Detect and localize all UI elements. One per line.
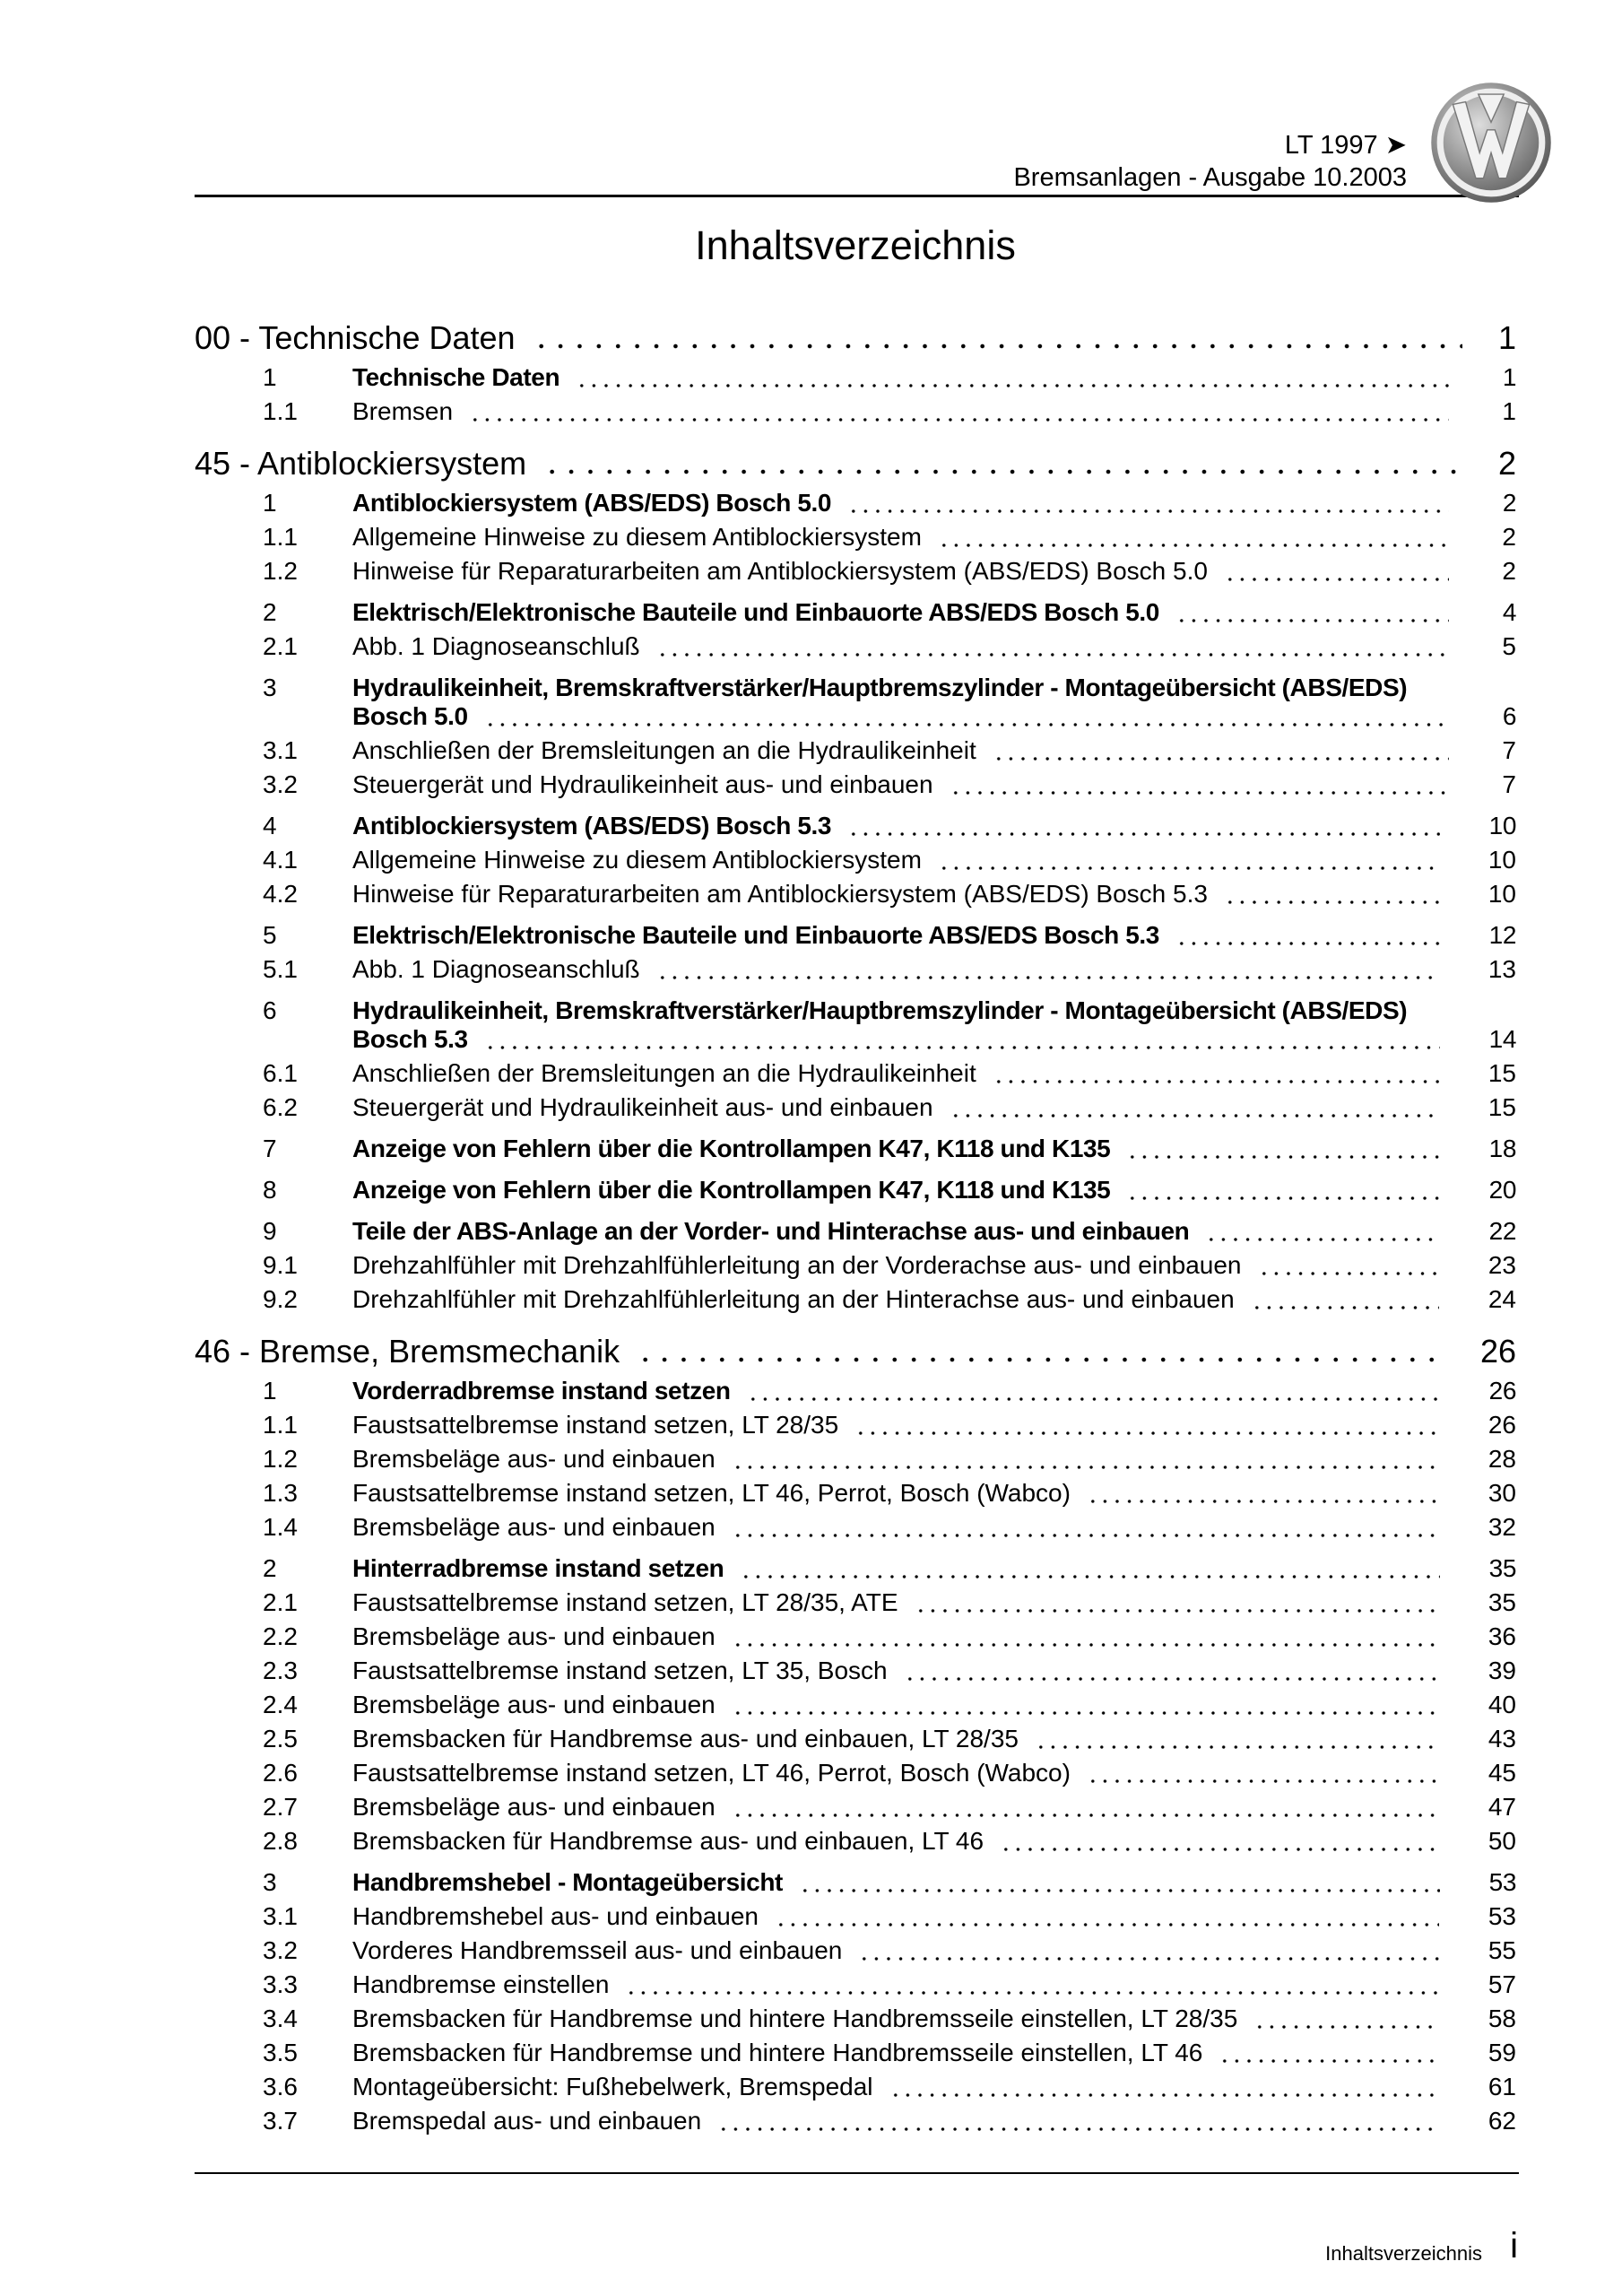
dot-leader xyxy=(1251,1306,1439,1309)
entry-title: Steuergerät und Hydraulikeinheit aus- und einbauen xyxy=(352,1093,933,1121)
dot-leader xyxy=(532,344,1462,349)
entry-number: 3.6 xyxy=(263,2073,298,2100)
entry-page: 23 xyxy=(1488,1251,1516,1279)
toc-entry[interactable] xyxy=(195,2036,1516,2070)
entry-title: Bremsbacken für Handbremse aus- und einbauen, LT 46 xyxy=(352,1827,984,1855)
toc-entry-line xyxy=(195,1586,1516,1620)
dot-leader xyxy=(625,1991,1438,1995)
entry-title: Vorderradbremse instand setzen xyxy=(352,1377,731,1405)
toc-entry-line xyxy=(195,2036,1516,2070)
entry-number: 1.1 xyxy=(263,397,298,425)
entry-number: 7 xyxy=(263,1135,277,1162)
dot-leader xyxy=(889,2093,1439,2097)
toc-entry-line xyxy=(195,734,1516,768)
entry-title: Faustsattelbremse instand setzen, LT 28/35, ATE xyxy=(352,1588,898,1616)
chapter-title: 45 - Antiblockiersystem xyxy=(195,445,527,482)
dot-leader xyxy=(1035,1745,1439,1749)
entry-title: Antiblockiersystem (ABS/EDS) Bosch 5.3 xyxy=(352,812,832,839)
entry-number: 3.5 xyxy=(263,2039,298,2066)
dot-leader xyxy=(636,1357,1444,1362)
entry-number: 3 xyxy=(263,1868,277,1896)
toc-entry-line xyxy=(195,630,1516,664)
toc-entry-line xyxy=(195,2002,1516,2036)
entry-page: 6 xyxy=(1502,702,1516,730)
entry-number: 1.3 xyxy=(263,1479,298,1507)
entry-page: 43 xyxy=(1488,1725,1516,1752)
toc-entry[interactable] xyxy=(195,1688,1516,1722)
entry-page: 1 xyxy=(1502,363,1516,391)
entry-number: 3.1 xyxy=(263,1902,298,1930)
entry-number: 5.1 xyxy=(263,955,298,983)
entry-page: 26 xyxy=(1488,1377,1516,1405)
entry-title: Handbremshebel - Montageübersicht xyxy=(352,1868,783,1896)
toc-entry[interactable] xyxy=(195,1824,1516,1858)
entry-number: 2 xyxy=(263,1554,277,1582)
toc-entry[interactable] xyxy=(195,1248,1516,1283)
toc-entry[interactable] xyxy=(195,1934,1516,1968)
entry-number: 9.1 xyxy=(263,1251,298,1279)
entry-title: Drehzahlfühler mit Drehzahlfühlerleitung an der Hinterachse aus- und einbauen xyxy=(352,1285,1235,1313)
toc-entry[interactable] xyxy=(195,1442,1516,1476)
dot-leader xyxy=(732,1534,1439,1537)
entry-title: Bremsbacken für Handbremse und hintere Handbremsseile einstellen, LT 28/35 xyxy=(352,2005,1238,2032)
dot-leader xyxy=(576,384,1449,387)
toc-entry[interactable] xyxy=(195,2104,1516,2138)
entry-number: 2.1 xyxy=(263,632,298,660)
dot-leader xyxy=(732,1813,1439,1817)
entry-title: Drehzahlfühler mit Drehzahlfühlerleitung an der Vorderachse aus- und einbauen xyxy=(352,1251,1242,1279)
toc-entry[interactable] xyxy=(195,1756,1516,1790)
toc-entry[interactable] xyxy=(195,1790,1516,1824)
entry-title: Bremspedal aus- und einbauen xyxy=(352,2107,702,2135)
toc-entry-line xyxy=(195,1510,1516,1544)
entry-number: 3.3 xyxy=(263,1970,298,1998)
toc-entry-line xyxy=(195,1790,1516,1824)
entry-number: 9 xyxy=(263,1217,277,1245)
entry-page: 2 xyxy=(1502,523,1516,551)
toc-entry-line xyxy=(195,1408,1516,1442)
toc-entry[interactable] xyxy=(195,952,1516,987)
dot-leader xyxy=(1087,1779,1439,1783)
entry-title: Anschließen der Bremsleitungen an die Hydraulikeinheit xyxy=(352,1059,976,1087)
toc-entry-line xyxy=(195,1091,1516,1125)
entry-page: 50 xyxy=(1488,1827,1516,1855)
footer-divider xyxy=(195,2172,1519,2174)
dot-leader xyxy=(732,1643,1439,1647)
toc-entry-line xyxy=(195,2104,1516,2138)
entry-page: 30 xyxy=(1488,1479,1516,1507)
entry-title: Technische Daten xyxy=(352,363,560,391)
entry-title: Anzeige von Fehlern über die Kontrollampen K47, K118 und K135 xyxy=(352,1176,1111,1204)
entry-page: 39 xyxy=(1488,1657,1516,1684)
entry-page: 7 xyxy=(1502,736,1516,764)
chapter-page: 26 xyxy=(1479,1333,1516,1370)
entry-title: Abb. 1 Diagnoseanschluß xyxy=(352,955,640,983)
toc-entry-line xyxy=(195,1756,1516,1790)
entry-title: Hinterradbremse instand setzen xyxy=(352,1554,724,1582)
entry-number: 4.2 xyxy=(263,880,298,908)
entry-number: 1.1 xyxy=(263,523,298,551)
entry-page: 55 xyxy=(1488,1936,1516,1964)
toc-entry-line xyxy=(195,952,1516,987)
toc-entry[interactable] xyxy=(195,361,1516,395)
toc-entry[interactable] xyxy=(195,843,1516,877)
dot-leader xyxy=(1087,1500,1439,1503)
entry-page: 53 xyxy=(1488,1902,1516,1930)
toc-entry-line xyxy=(195,1934,1516,1968)
entry-title: Faustsattelbremse instand setzen, LT 46, Perrot, Bosch (Wabco) xyxy=(352,1479,1071,1507)
toc-entry-line xyxy=(195,1283,1516,1317)
vw-logo-icon xyxy=(1427,79,1555,206)
toc-entry[interactable] xyxy=(195,671,1516,734)
toc-entry[interactable] xyxy=(195,1654,1516,1688)
dot-leader xyxy=(542,469,1462,474)
entry-number: 6.1 xyxy=(263,1059,298,1087)
toc-entry-line xyxy=(195,1248,1516,1283)
toc-entry[interactable] xyxy=(195,2070,1516,2104)
toc-entry-line xyxy=(195,1722,1516,1756)
toc-entry-line xyxy=(195,554,1516,588)
entry-page: 53 xyxy=(1488,1868,1516,1896)
page-title: Inhaltsverzeichnis xyxy=(695,222,1016,268)
entry-number: 2.2 xyxy=(263,1622,298,1650)
toc-entry-line xyxy=(195,1688,1516,1722)
entry-page: 45 xyxy=(1488,1759,1516,1787)
toc-entry[interactable] xyxy=(195,1132,1516,1166)
entry-page: 57 xyxy=(1488,1970,1516,1998)
entry-title: Allgemeine Hinweise zu diesem Antiblockiersystem xyxy=(352,846,922,874)
dot-leader xyxy=(656,653,1449,657)
entry-number: 2.4 xyxy=(263,1691,298,1718)
toc-entry-line xyxy=(195,1866,1516,1900)
footer-page-number: i xyxy=(1510,2226,1518,2266)
dot-leader xyxy=(854,1431,1439,1435)
header-divider xyxy=(195,195,1519,197)
toc-entry[interactable] xyxy=(195,1091,1516,1125)
entry-number: 6 xyxy=(263,996,277,1024)
entry-page: 5 xyxy=(1502,632,1516,660)
entry-number: 1 xyxy=(263,489,277,517)
dot-leader xyxy=(732,1465,1439,1469)
dot-leader xyxy=(938,866,1439,870)
entry-page: 4 xyxy=(1502,598,1516,626)
entry-title: Handbremse einstellen xyxy=(352,1970,610,1998)
dot-leader xyxy=(717,2127,1439,2131)
entry-page: 59 xyxy=(1488,2039,1516,2066)
entry-title: Steuergerät und Hydraulikeinheit aus- und einbauen xyxy=(352,770,933,798)
dot-leader xyxy=(904,1677,1439,1681)
entry-number: 1.2 xyxy=(263,557,298,585)
entry-title: Vorderes Handbremsseil aus- und einbauen xyxy=(352,1936,843,1964)
entry-title: Bremsbeläge aus- und einbauen xyxy=(352,1513,716,1541)
toc-entry[interactable] xyxy=(195,1722,1516,1756)
toc-entry[interactable] xyxy=(195,918,1516,952)
entry-page: 61 xyxy=(1488,2073,1516,2100)
toc-entry[interactable] xyxy=(195,395,1516,429)
toc-entry-line xyxy=(195,596,1516,630)
entry-title: Hinweise für Reparaturarbeiten am Antiblockiersystem (ABS/EDS) Bosch 5.0 xyxy=(352,557,1208,585)
entry-page: 20 xyxy=(1488,1176,1516,1204)
entry-page: 58 xyxy=(1488,2005,1516,2032)
toc-entry-line xyxy=(195,768,1516,802)
toc-entry[interactable] xyxy=(195,1900,1516,1934)
entry-number: 2.6 xyxy=(263,1759,298,1787)
entry-number: 2.1 xyxy=(263,1588,298,1616)
entry-number: 2.8 xyxy=(263,1827,298,1855)
dot-leader xyxy=(1224,578,1449,581)
entry-page: 62 xyxy=(1488,2107,1516,2135)
dot-leader xyxy=(740,1575,1439,1578)
toc-entry[interactable] xyxy=(195,1586,1516,1620)
entry-page: 28 xyxy=(1488,1445,1516,1473)
entry-number: 4.1 xyxy=(263,846,298,874)
entry-title: Bremsbeläge aus- und einbauen xyxy=(352,1445,716,1473)
entry-title: Bremsbacken für Handbremse und hintere Handbremsseile einstellen, LT 46 xyxy=(352,2039,1203,2066)
dot-leader xyxy=(469,418,1449,422)
dot-leader xyxy=(847,509,1449,513)
toc-entry-line xyxy=(195,1620,1516,1654)
entry-number: 1 xyxy=(263,363,277,391)
dot-leader xyxy=(1205,1238,1439,1241)
entry-title: Bremsbacken für Handbremse aus- und einbauen, LT 28/35 xyxy=(352,1725,1019,1752)
entry-number: 1.1 xyxy=(263,1411,298,1439)
dot-leader xyxy=(1175,942,1440,945)
entry-page: 10 xyxy=(1488,812,1516,839)
entry-number: 1 xyxy=(263,1377,277,1405)
toc-entry[interactable] xyxy=(195,1374,1516,1408)
entry-title: Antiblockiersystem (ABS/EDS) Bosch 5.0 xyxy=(352,489,832,517)
toc-entry-line xyxy=(195,809,1516,843)
toc-entry[interactable] xyxy=(195,734,1516,768)
table-of-contents xyxy=(195,316,1516,2138)
dot-leader xyxy=(1126,1155,1439,1159)
entry-number: 3.4 xyxy=(263,2005,298,2032)
entry-page: 24 xyxy=(1488,1285,1516,1313)
toc-entry[interactable] xyxy=(195,1173,1516,1207)
entry-title: Teile der ABS-Anlage an der Vorder- und Hinterachse aus- und einbauen xyxy=(352,1217,1190,1245)
entry-title: Bremsbeläge aus- und einbauen xyxy=(352,1622,716,1650)
toc-entry-line xyxy=(195,843,1516,877)
toc-entry[interactable] xyxy=(195,1057,1516,1091)
toc-entry-line xyxy=(195,361,1516,395)
entry-title: Faustsattelbremse instand setzen, LT 28/35 xyxy=(352,1411,839,1439)
entry-number: 3.2 xyxy=(263,1936,298,1964)
toc-entry-line xyxy=(195,1824,1516,1858)
dot-leader xyxy=(1253,2025,1439,2029)
entry-number: 3 xyxy=(263,674,277,701)
toc-entry-line xyxy=(195,1442,1516,1476)
toc-entry[interactable] xyxy=(195,520,1516,554)
entry-page: 15 xyxy=(1488,1059,1516,1087)
entry-title: Faustsattelbremse instand setzen, LT 46, Perrot, Bosch (Wabco) xyxy=(352,1759,1071,1787)
entry-title: Bosch 5.3 xyxy=(352,1025,468,1053)
entry-page: 14 xyxy=(1488,1025,1516,1053)
dot-leader xyxy=(732,1711,1439,1715)
entry-page: 36 xyxy=(1488,1622,1516,1650)
entry-title: Anzeige von Fehlern über die Kontrollampen K47, K118 und K135 xyxy=(352,1135,1111,1162)
toc-entry-line xyxy=(195,395,1516,429)
dot-leader xyxy=(799,1889,1440,1892)
chapter-heading[interactable] xyxy=(195,441,1516,486)
entry-title: Hinweise für Reparaturarbeiten am Antiblockiersystem (ABS/EDS) Bosch 5.3 xyxy=(352,880,1208,908)
entry-page: 13 xyxy=(1488,955,1516,983)
entry-page: 18 xyxy=(1488,1135,1516,1162)
toc-entry-line xyxy=(195,1132,1516,1166)
header-model: LT 1997 ➤ xyxy=(1284,131,1407,160)
toc-entry-line xyxy=(195,1173,1516,1207)
toc-entry-line xyxy=(195,486,1516,520)
dot-leader xyxy=(993,1080,1439,1083)
toc-entry[interactable] xyxy=(195,1510,1516,1544)
dot-leader xyxy=(1126,1196,1439,1200)
entry-page: 12 xyxy=(1488,921,1516,949)
toc-entry[interactable] xyxy=(195,809,1516,843)
entry-page: 2 xyxy=(1502,489,1516,517)
dot-leader xyxy=(950,1114,1439,1118)
entry-number: 3.2 xyxy=(263,770,298,798)
chapter-title: 46 - Bremse, Bremsmechanik xyxy=(195,1333,620,1370)
dot-leader xyxy=(775,1923,1439,1926)
entry-page: 47 xyxy=(1488,1793,1516,1821)
entry-number: 2.3 xyxy=(263,1657,298,1684)
dot-leader xyxy=(747,1397,1440,1401)
entry-number: 3.1 xyxy=(263,736,298,764)
toc-entry-line xyxy=(195,1057,1516,1091)
toc-entry[interactable] xyxy=(195,630,1516,664)
entry-title: Bremsbeläge aus- und einbauen xyxy=(352,1691,716,1718)
entry-title: Hydraulikeinheit, Bremskraftverstärker/Hauptbremszylinder - Montageübersicht (ABS/EDS) xyxy=(352,674,1408,701)
toc-entry[interactable] xyxy=(195,1552,1516,1586)
entry-page: 10 xyxy=(1488,846,1516,874)
entry-page: 1 xyxy=(1502,397,1516,425)
entry-title: Bremsbeläge aus- und einbauen xyxy=(352,1793,716,1821)
chapter-page: 2 xyxy=(1497,445,1516,482)
entry-title: Hydraulikeinheit, Bremskraftverstärker/Hauptbremszylinder - Montageübersicht (ABS/EDS) xyxy=(352,996,1408,1024)
entry-page: 35 xyxy=(1488,1588,1516,1616)
entry-page: 2 xyxy=(1502,557,1516,585)
toc-entry-line xyxy=(195,877,1516,911)
entry-page: 15 xyxy=(1488,1093,1516,1121)
toc-entry-line xyxy=(195,1968,1516,2002)
entry-title: Handbremshebel aus- und einbauen xyxy=(352,1902,759,1930)
toc-entry-line xyxy=(195,520,1516,554)
toc-entry[interactable] xyxy=(195,1968,1516,2002)
entry-page: 35 xyxy=(1488,1554,1516,1582)
entry-title: Elektrisch/Elektronische Bauteile und Einbauorte ABS/EDS Bosch 5.3 xyxy=(352,921,1159,949)
dot-leader xyxy=(950,791,1449,795)
dot-leader xyxy=(484,723,1449,726)
dot-leader xyxy=(656,976,1439,979)
toc-entry-line xyxy=(195,1374,1516,1408)
chapter-page: 1 xyxy=(1497,319,1516,356)
entry-title: Montageübersicht: Fußhebelwerk, Bremspedal xyxy=(352,2073,873,2100)
entry-number: 1.4 xyxy=(263,1513,298,1541)
toc-entry[interactable] xyxy=(195,877,1516,911)
toc-entry[interactable] xyxy=(195,768,1516,802)
chapter-heading[interactable] xyxy=(195,316,1516,361)
toc-entry[interactable] xyxy=(195,486,1516,520)
toc-entry[interactable] xyxy=(195,554,1516,588)
entry-title: Allgemeine Hinweise zu diesem Antiblockiersystem xyxy=(352,523,922,551)
entry-title: Anschließen der Bremsleitungen an die Hydraulikeinheit xyxy=(352,736,976,764)
toc-entry[interactable] xyxy=(195,1866,1516,1900)
dot-leader xyxy=(1258,1272,1439,1275)
entry-number: 5 xyxy=(263,921,277,949)
entry-title: Bosch 5.0 xyxy=(352,702,468,730)
toc-entry[interactable] xyxy=(195,1620,1516,1654)
entry-title: Faustsattelbremse instand setzen, LT 35, Bosch xyxy=(352,1657,888,1684)
toc-entry[interactable] xyxy=(195,994,1516,1057)
toc-entry-line xyxy=(195,1900,1516,1934)
dot-leader xyxy=(1175,619,1449,622)
toc-entry[interactable] xyxy=(195,1476,1516,1510)
dot-leader xyxy=(993,757,1449,761)
entry-page: 32 xyxy=(1488,1513,1516,1541)
toc-entry-line xyxy=(195,1552,1516,1586)
toc-entry-line xyxy=(195,1476,1516,1510)
toc-entry[interactable] xyxy=(195,1408,1516,1442)
dot-leader xyxy=(1219,2059,1438,2063)
entry-title: Abb. 1 Diagnoseanschluß xyxy=(352,632,640,660)
dot-leader xyxy=(484,1046,1440,1049)
footer-label: Inhaltsverzeichnis xyxy=(1325,2242,1482,2265)
toc-entry[interactable] xyxy=(195,596,1516,630)
toc-entry-line xyxy=(195,1654,1516,1688)
dot-leader xyxy=(1000,1848,1439,1851)
toc-entry-line xyxy=(195,918,1516,952)
entry-number: 2.5 xyxy=(263,1725,298,1752)
dot-leader xyxy=(1224,900,1439,904)
entry-title: Bremsen xyxy=(352,397,454,425)
entry-number: 8 xyxy=(263,1176,277,1204)
entry-number: 4 xyxy=(263,812,277,839)
dot-leader xyxy=(847,832,1440,836)
entry-page: 40 xyxy=(1488,1691,1516,1718)
toc-entry[interactable] xyxy=(195,1214,1516,1248)
entry-number: 2.7 xyxy=(263,1793,298,1821)
entry-number: 1.2 xyxy=(263,1445,298,1473)
dot-leader xyxy=(938,544,1449,547)
dot-leader xyxy=(915,1609,1439,1613)
entry-number: 9.2 xyxy=(263,1285,298,1313)
entry-page: 26 xyxy=(1488,1411,1516,1439)
toc-entry[interactable] xyxy=(195,2002,1516,2036)
toc-entry-line xyxy=(195,1214,1516,1248)
entry-number: 6.2 xyxy=(263,1093,298,1121)
chapter-heading[interactable] xyxy=(195,1329,1516,1374)
dot-leader xyxy=(858,1957,1439,1961)
header-subtitle: Bremsanlagen - Ausgabe 10.2003 xyxy=(1013,163,1407,192)
entry-page: 10 xyxy=(1488,880,1516,908)
chapter-title: 00 - Technische Daten xyxy=(195,319,516,356)
entry-number: 2 xyxy=(263,598,277,626)
toc-entry-line xyxy=(195,2070,1516,2104)
entry-page: 22 xyxy=(1488,1217,1516,1245)
entry-number: 3.7 xyxy=(263,2107,298,2135)
entry-page: 7 xyxy=(1502,770,1516,798)
entry-title: Elektrisch/Elektronische Bauteile und Einbauorte ABS/EDS Bosch 5.0 xyxy=(352,598,1159,626)
toc-entry[interactable] xyxy=(195,1283,1516,1317)
